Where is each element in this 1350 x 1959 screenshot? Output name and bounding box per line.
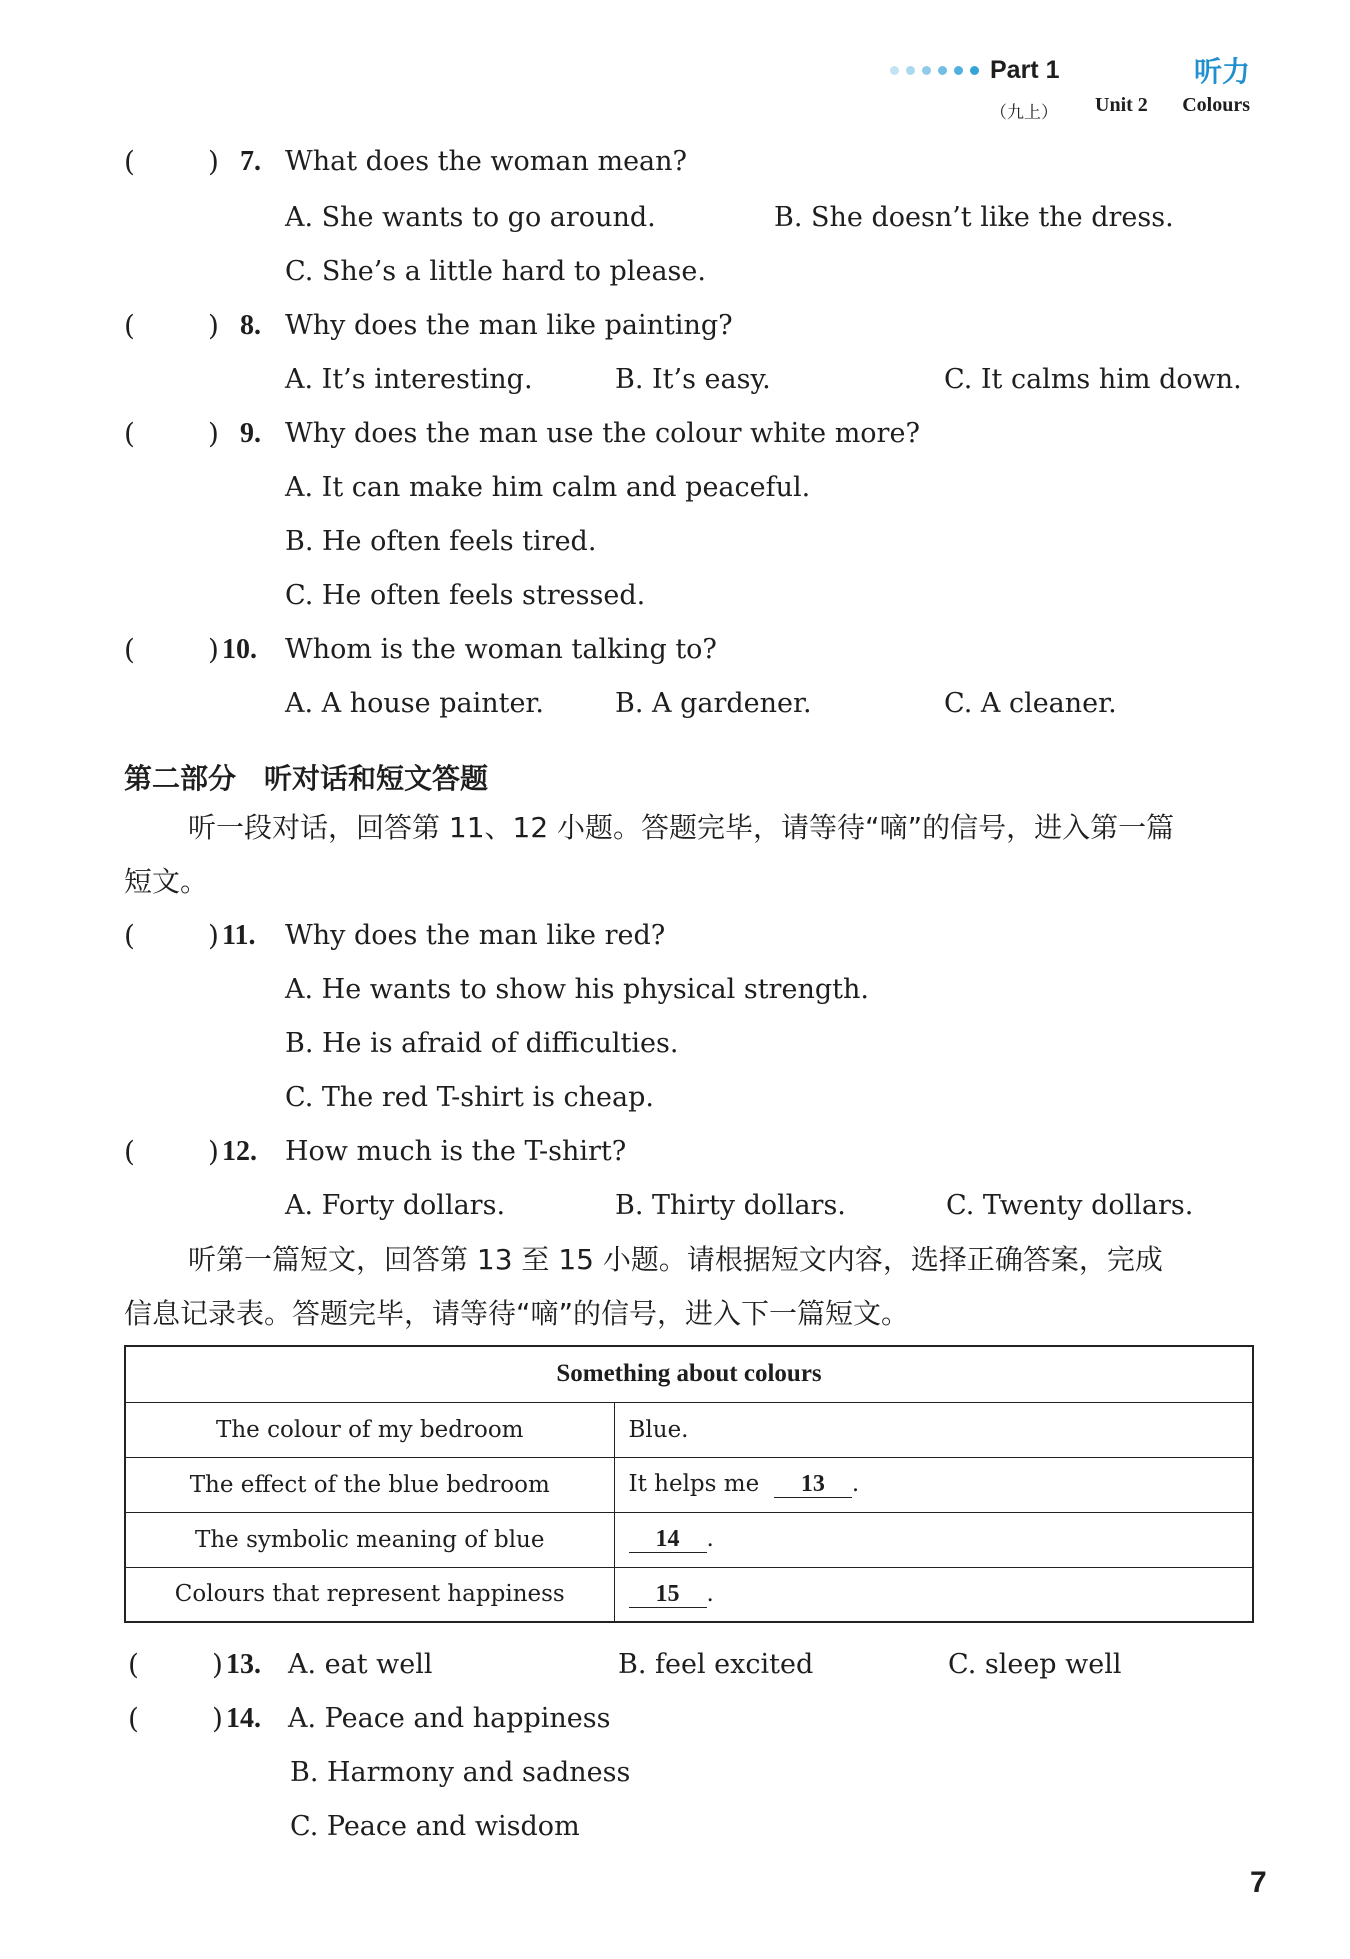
option-c: C. She’s a little hard to please.	[285, 256, 706, 287]
question-stem: Why does the man use the colour white more?	[285, 418, 920, 449]
instruction-2-line-1: 听第一篇短文，回答第 13 至 15 小题。请根据短文内容，选择正确答案，完成	[188, 1243, 1163, 1276]
answer-paren-close: )	[208, 417, 219, 450]
table-cell-value	[614, 1457, 1253, 1512]
option-a: A. Forty dollars.	[285, 1190, 506, 1221]
option-c: C. Twenty dollars.	[946, 1190, 1194, 1221]
option-a: A. A house painter.	[285, 688, 544, 719]
answer-paren-close: )	[208, 145, 219, 178]
header-unit-title: Colours	[1182, 94, 1250, 116]
option-b: B. A gardener.	[615, 688, 812, 719]
option-b: B. He often feels tired.	[285, 526, 597, 557]
question-number: 9.	[240, 418, 261, 449]
instruction-1-line-1: 听一段对话，回答第 11、12 小题。答题完毕，请等待“嘀”的信号，进入第一篇	[188, 811, 1175, 844]
table-cell-label: The effect of the blue bedroom	[125, 1457, 614, 1512]
answer-blank-14[interactable]: 14	[629, 1526, 707, 1553]
answer-paren-close: )	[212, 1702, 223, 1735]
cell-text: It helps me	[628, 1470, 760, 1497]
cell-text: Blue.	[628, 1416, 689, 1443]
option-c: C. sleep well	[948, 1649, 1122, 1680]
cell-suffix: .	[706, 1525, 714, 1552]
header-grade: （九上）	[990, 103, 1058, 123]
answer-paren-open: (	[124, 145, 135, 178]
header-unit: Unit 2	[1095, 94, 1148, 116]
table-row	[125, 1402, 1253, 1457]
table-cell-label: The symbolic meaning of blue	[125, 1512, 614, 1567]
table-cell-label: The colour of my bedroom	[125, 1402, 614, 1457]
cell-suffix: .	[851, 1470, 860, 1497]
option-b: B. He is afraid of difficulties.	[285, 1028, 679, 1059]
table-row	[125, 1512, 1253, 1567]
cell-suffix: .	[706, 1580, 714, 1607]
header-dots-decoration	[890, 66, 979, 75]
answer-paren-close: )	[208, 919, 219, 952]
question-number: 10.	[222, 634, 257, 665]
question-number: 14.	[226, 1703, 261, 1734]
question-stem: Why does the man like painting?	[285, 310, 733, 341]
instruction-2-line-2: 信息记录表。答题完毕，请等待“嘀”的信号，进入下一篇短文。	[124, 1297, 910, 1330]
option-b: B. It’s easy.	[615, 364, 771, 395]
table-row	[125, 1457, 1253, 1512]
header-section-title: 听力	[1193, 55, 1250, 88]
answer-paren-open: (	[124, 919, 135, 952]
answer-paren-close: )	[208, 633, 219, 666]
option-b: B. Thirty dollars.	[615, 1190, 846, 1221]
question-number: 12.	[222, 1136, 257, 1167]
table-cell-label: Colours that represent happiness	[125, 1567, 614, 1622]
question-number: 8.	[240, 310, 261, 341]
option-c: C. It calms him down.	[944, 364, 1242, 395]
option-a: A. It can make him calm and peaceful.	[285, 472, 811, 503]
question-number: 13.	[226, 1649, 261, 1680]
option-c: C. The red T-shirt is cheap.	[285, 1082, 654, 1113]
table-row	[125, 1567, 1253, 1622]
question-stem: What does the woman mean?	[285, 146, 688, 177]
table-cell-value	[614, 1402, 1253, 1457]
answer-blank-15[interactable]: 15	[629, 1581, 707, 1608]
header-part-label: Part 1	[990, 56, 1060, 84]
answer-paren-open: (	[128, 1648, 139, 1681]
option-c: C. A cleaner.	[944, 688, 1117, 719]
answer-blank-13[interactable]: 13	[774, 1471, 852, 1498]
page-header	[890, 48, 1250, 128]
option-c: C. Peace and wisdom	[290, 1811, 580, 1842]
info-record-table	[124, 1345, 1254, 1623]
option-a: A. It’s interesting.	[285, 364, 533, 395]
question-number: 11.	[222, 920, 256, 951]
option-a: A. eat well	[288, 1649, 433, 1680]
option-b: B. feel excited	[618, 1649, 814, 1680]
answer-paren-open: (	[124, 633, 135, 666]
section-title: 第二部分 听对话和短文答题	[124, 762, 489, 795]
question-number: 7.	[240, 146, 261, 177]
table-header-row	[125, 1346, 1253, 1402]
option-a: A. She wants to go around.	[285, 202, 656, 233]
option-c: C. He often feels stressed.	[285, 580, 646, 611]
answer-paren-open: (	[124, 309, 135, 342]
answer-paren-open: (	[124, 1135, 135, 1168]
answer-paren-open: (	[124, 417, 135, 450]
option-b: B. Harmony and sadness	[290, 1757, 631, 1788]
answer-paren-close: )	[208, 1135, 219, 1168]
instruction-1-line-2: 短文。	[124, 865, 209, 898]
table-title: Something about colours	[125, 1346, 1253, 1402]
answer-paren-open: (	[128, 1702, 139, 1735]
table-cell-value	[614, 1512, 1253, 1567]
question-stem: Whom is the woman talking to?	[285, 634, 717, 665]
page-number: 7	[1250, 1866, 1267, 1899]
option-a: A. He wants to show his physical strength.	[285, 974, 869, 1005]
answer-paren-close: )	[212, 1648, 223, 1681]
table-cell-value	[614, 1567, 1253, 1622]
question-stem: Why does the man like red?	[285, 920, 666, 951]
option-a: A. Peace and happiness	[288, 1703, 611, 1734]
question-stem: How much is the T-shirt?	[285, 1136, 627, 1167]
option-b: B. She doesn’t like the dress.	[774, 202, 1174, 233]
answer-paren-close: )	[208, 309, 219, 342]
